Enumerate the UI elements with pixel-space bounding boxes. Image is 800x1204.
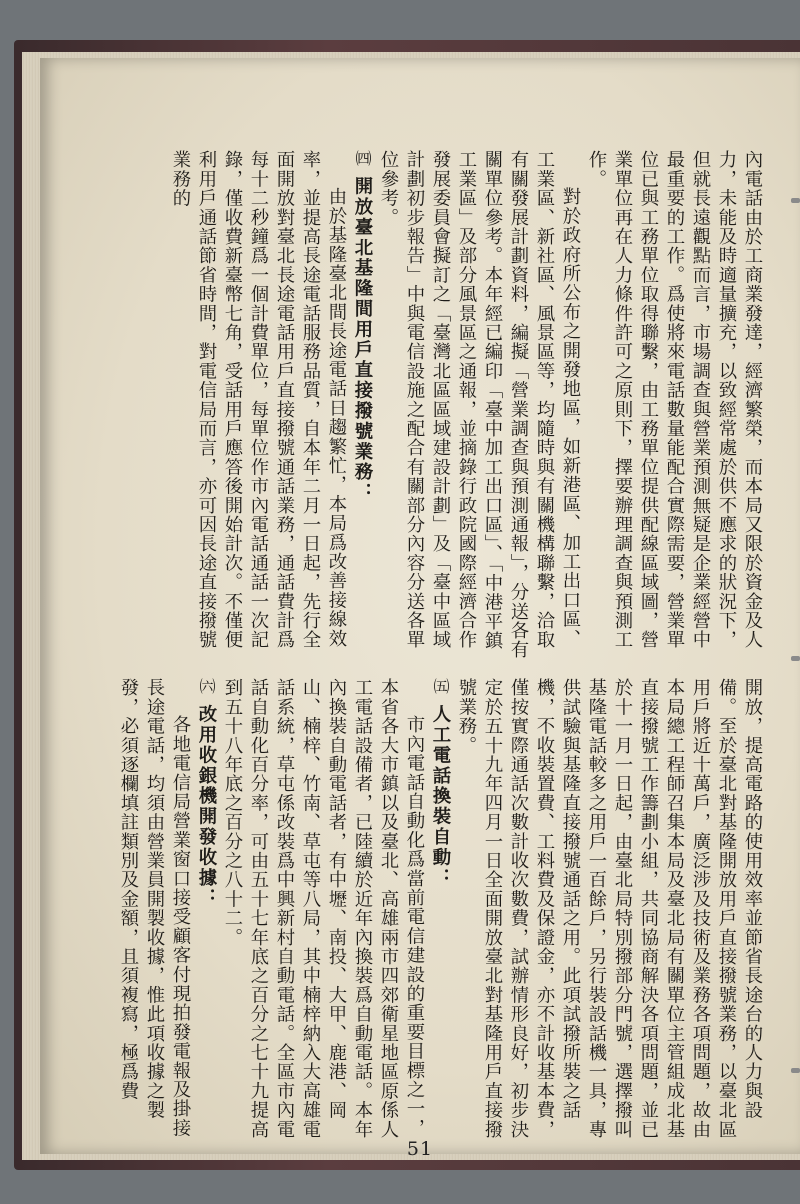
paragraph: 開放，提高電路的使用效率並節省長途台的人力與設備。至於臺北對基隆開放用戶直接撥號業務，以臺北區用戶將近十萬戶，廣泛涉及技術及業務各項問題，故由本局總工程師召集本局及臺北局有關單位主管組成北基直接撥號工作籌劃小組，共同協商解決各項問題，並已於十一月一日起，由臺北局特別撥部分門號，選擇撥叫基隆電話較多之用戶一百餘戶，另行裝設話機一具，專供試驗與基隆直接撥號通話之用。此項試撥所裝之話機，不收裝置費、工料費及保證金，亦不計收基本費，僅按實際通話次數計收次數費，試辦情形良好，初步決定於五十九年四月一日全面開放臺北對基隆用戶直接撥號業務。	[456, 678, 763, 1139]
section-number: ㈣	[353, 150, 372, 168]
paragraph: 對於政府所公布之開發地區，如新港區、加工出口區、工業區、新社區、風景區等，均隨時與有關機構聯繫，洽取有關發展計劃資料，編擬「營業調查與預測通報」，分送各有關單位參考。本年經已編印「臺中加工出口區」、「中港平鎮工業區」及部分風景區之通報，並摘錄行政院國際經濟合作發展委員會擬訂之「臺灣北區區域建設計劃」及「臺中區域計劃初步報告」中與電信設施之配合有關部分內容分送各單位參考。	[378, 150, 581, 660]
punch-mark	[791, 1068, 800, 1073]
section-heading	[427, 678, 453, 1148]
punch-mark	[791, 656, 800, 661]
section-title: 人工電話換裝自動：	[430, 704, 451, 889]
punch-mark	[791, 198, 800, 203]
paragraph: 內電話由於工商業發達，經濟繁榮，而本局又限於資金及人力，未能及時適量擴充，以致經常處於供不應求的狀況下，但就長遠觀點而言，市場調查與營業預測無疑是企業經營中最重要的工作。爲使將來電話數量能配合實際需要，營業單位已與工務單位取得聯繫，由工務單位提供配線區域圖，營業單位再在人力條件許可之原則下，擇要辦理調查與預測工作。	[586, 150, 763, 650]
section-title: 開放臺北基隆間用戶直接撥號業務：	[352, 176, 373, 503]
section-heading	[193, 678, 219, 1148]
section-number: ㈥	[197, 678, 216, 696]
lower-text-block	[115, 678, 765, 1148]
upper-text-block	[167, 150, 765, 660]
paragraph: 市內電話自動化爲當前電信建設的重要目標之一，本省各大市鎮以及臺北、高雄兩市四郊衛星地區原係人工電話設備者，已陸續於近年內換裝爲自動電話。本年內換裝自動電話者，有中壢、南投、大甲、鹿港、岡山、楠梓、竹南、草屯等八局，其中楠梓納入大高雄電話系統，草屯係改裝爲中興新村自動電話。全區市內電話自動化百分率，可由五十七年底之百分之七十九提高到五十八年底之百分之八十二。	[222, 678, 425, 1139]
page-number: 51	[406, 1138, 434, 1160]
section-heading	[349, 150, 375, 660]
section-number: ㈤	[431, 678, 450, 696]
section-title: 改用收銀機開發收據：	[196, 704, 217, 909]
book-page	[40, 58, 800, 1160]
paragraph: 由於基隆臺北間長途電話日趨繁忙，本局爲改善接線效率，並提高長途電話服務品質，自本年二月一日起，先行全面開放對臺北長途電話用戶直接撥號通話業務，通話費計爲每十二秒鐘爲一個計費單位，每單位作市內電話通話一次記錄，僅收費新臺幣七角，受話用戶應答後開始計次。不僅便利用戶通話節省時間，對電信局而言，亦可因長途直接撥號業務的	[170, 150, 347, 650]
paragraph: 各地電信局營業窗口接受顧客付現拍發電報及掛接長途電話，均須由營業員開製收據，惟此項收據之製發，必須逐欄填註類別及金額，且須複寫，極爲費	[118, 678, 191, 1138]
